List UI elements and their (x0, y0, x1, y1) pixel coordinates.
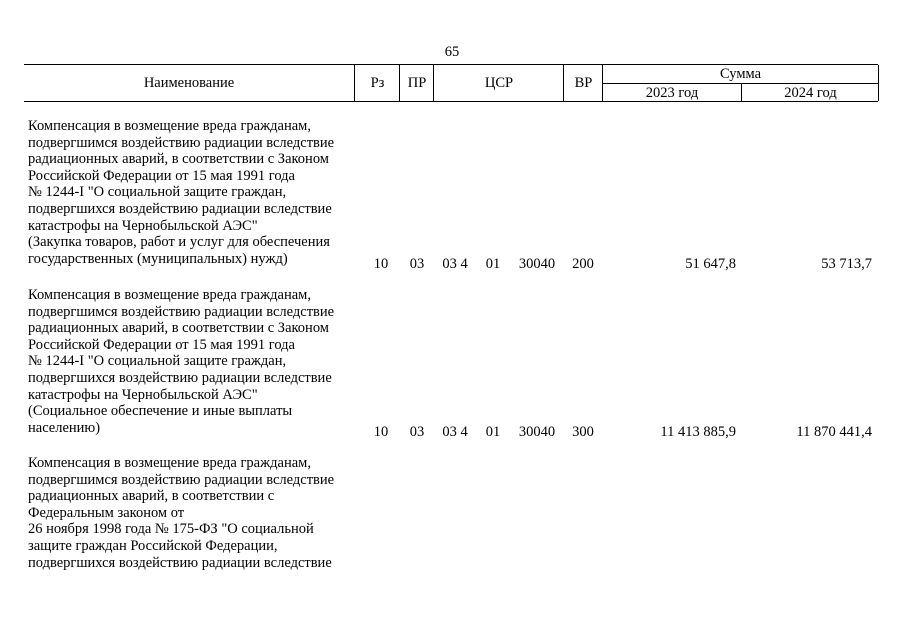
row-csr-program: 03 4 (442, 256, 468, 272)
header-year-2024: 2024 год (741, 83, 879, 102)
row-csr-subprogram: 01 (485, 424, 501, 440)
row-vr: 300 (572, 424, 594, 440)
row-name: Компенсация в возмещение вреда гражданам, подвергшимся воздействию радиации вследствие радиационных аварий, в соответствии с Законом Российской Федерации от 15 мая 1991 года № 1244-I "О социальной защите граждан, подвергшихся воздействию радиации вследствие катастрофы на Чернобыльской АЭС" (Закупка товаров, работ и услуг для обеспечения государственных (муниципальных) нужд) (28, 118, 335, 267)
row-csr-direction: 30040 (518, 256, 556, 272)
page-number: 65 (444, 44, 460, 60)
row-rz: 10 (373, 424, 389, 440)
row-csr-subprogram: 01 (485, 256, 501, 272)
table-header (24, 64, 878, 102)
row-vr: 200 (572, 256, 594, 272)
row-rz: 10 (373, 256, 389, 272)
header-pr: ПР (399, 65, 434, 101)
row-name: Компенсация в возмещение вреда гражданам, подвергшимся воздействию радиации вследствие радиационных аварий, в соответствии с Федеральным законом от 26 ноября 1998 года № 175-ФЗ "О социальной защите граждан Российской Федерации, подвергшихся воздействию радиации вследствие (28, 455, 335, 571)
row-pr: 03 (409, 256, 425, 272)
row-csr-direction: 30040 (518, 424, 556, 440)
row-sum-2023: 51 647,8 (685, 256, 736, 272)
row-pr: 03 (409, 424, 425, 440)
header-sum-group (602, 65, 879, 101)
header-name: Наименование (143, 74, 235, 91)
header-csr: ЦСР (433, 65, 564, 101)
header-rz: Рз (354, 65, 400, 101)
header-vr: ВР (563, 65, 603, 101)
row-csr-program: 03 4 (442, 424, 468, 440)
row-sum-2024: 11 870 441,4 (796, 424, 872, 440)
row-sum-2024: 53 713,7 (821, 256, 872, 272)
header-year-2023: 2023 год (603, 83, 741, 102)
row-sum-2023: 11 413 885,9 (660, 424, 736, 440)
row-name: Компенсация в возмещение вреда гражданам, подвергшимся воздействию радиации вследствие радиационных аварий, в соответствии с Законом Российской Федерации от 15 мая 1991 года № 1244-I "О социальной защите граждан, подвергшихся воздействию радиации вследствие катастрофы на Чернобыльской АЭС" (Социальное обеспечение и иные выплаты населению) (28, 287, 335, 436)
header-sum: Сумма (719, 65, 762, 82)
